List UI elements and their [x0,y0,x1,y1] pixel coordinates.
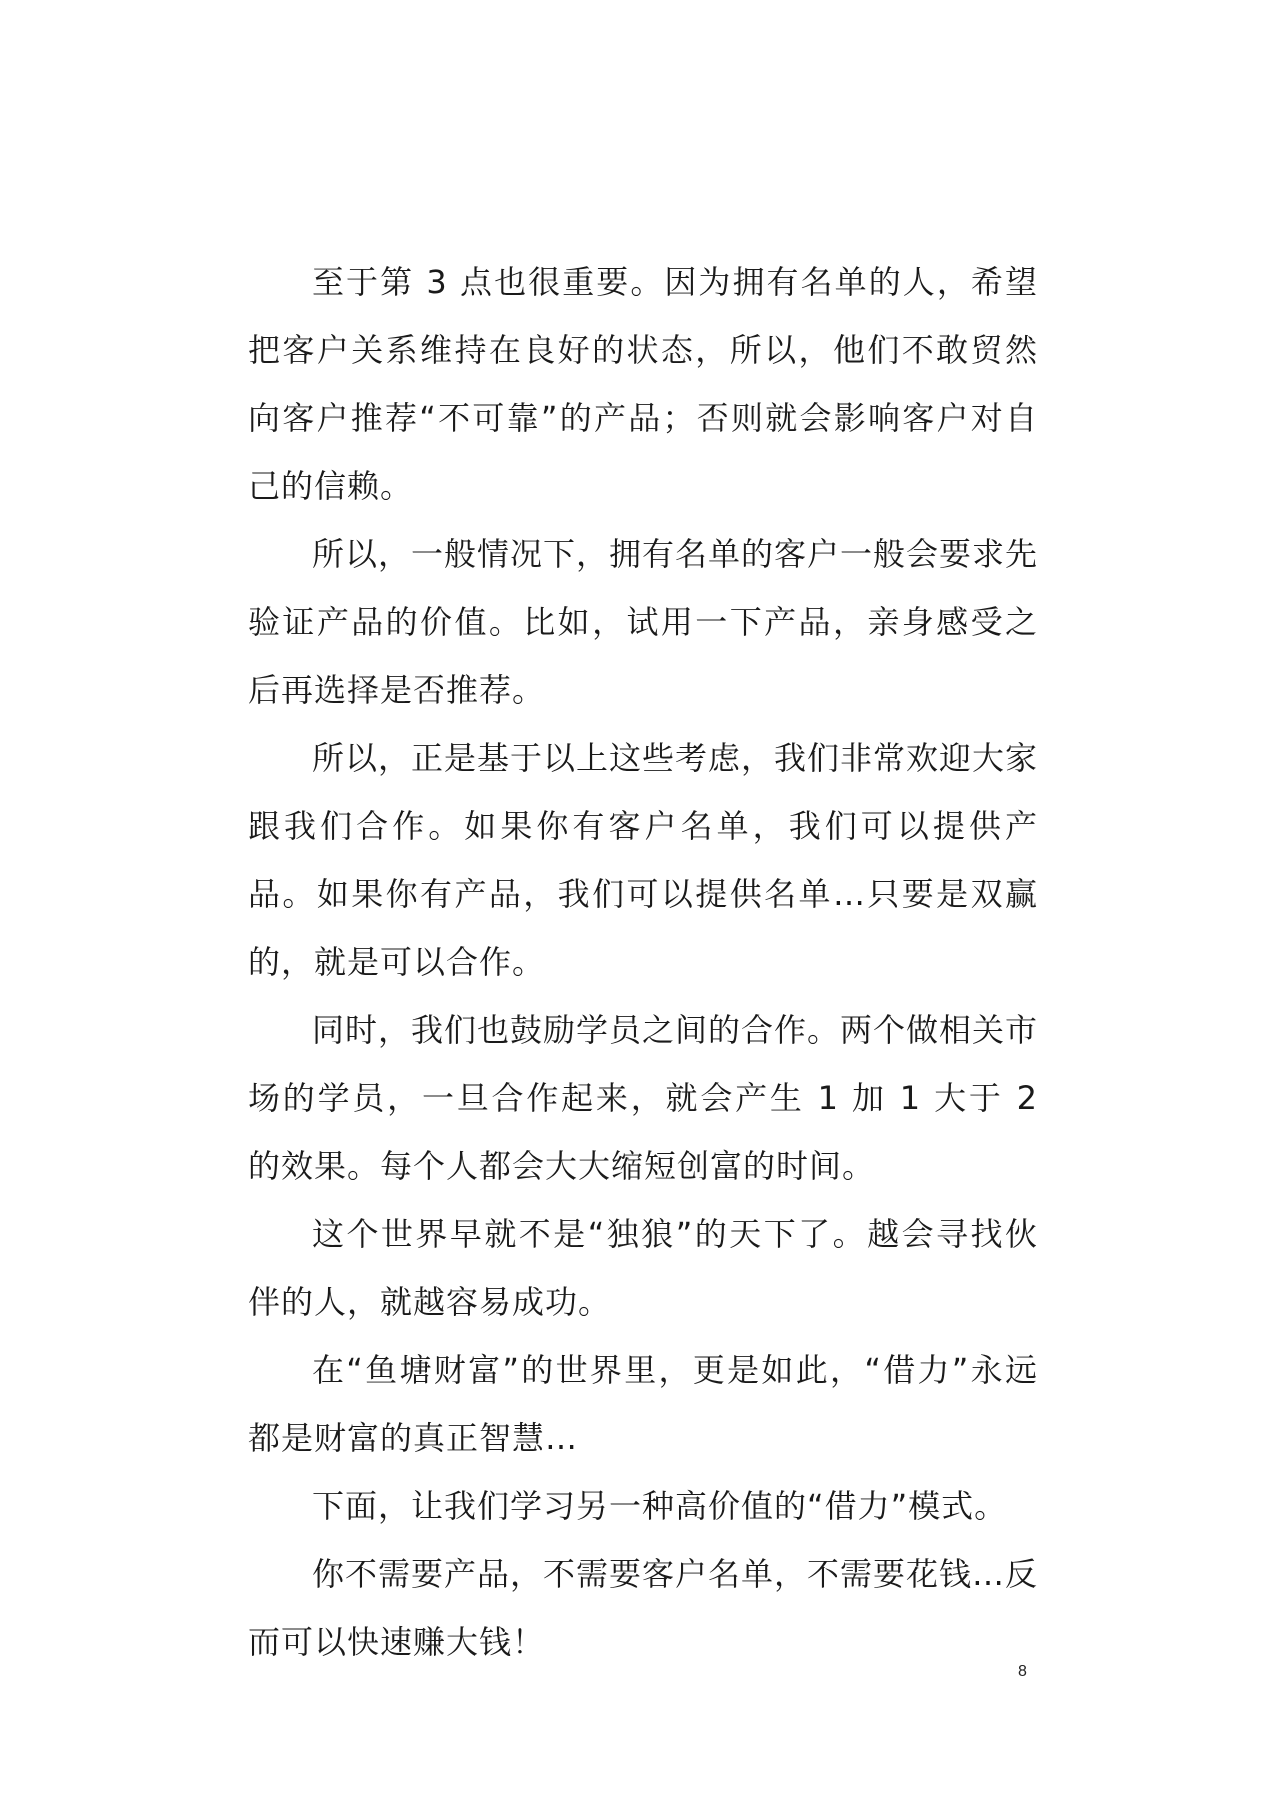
paragraph: 所以，正是基于以上这些考虑，我们非常欢迎大家跟我们合作。如果你有客户名单，我们可以提供产品。如果你有产品，我们可以提供名单…只要是双赢的，就是可以合作。 [248,739,1039,981]
page-number: 8 [1018,1663,1027,1680]
paragraph: 这个世界早就不是“独狼”的天下了。越会寻找伙伴的人，就越容易成功。 [248,1215,1038,1321]
paragraph: 在“鱼塘财富”的世界里，更是如此，“借力”永远都是财富的真正智慧… [248,1351,1038,1457]
paragraph: 至于第 3 点也很重要。因为拥有名单的人，希望把客户关系维持在良好的状态，所以，他们不敢贸然向客户推荐“不可靠”的产品；否则就会影响客户对自己的信赖。 [248,263,1038,505]
paragraph: 下面，让我们学习另一种高价值的“借力”模式。 [312,1487,1008,1525]
paragraph: 同时，我们也鼓励学员之间的合作。两个做相关市场的学员，一旦合作起来，就会产生 1 加 1 大于 2 的效果。每个人都会大大缩短创富的时间。 [248,1011,1039,1185]
body-text [248,248,1038,1676]
paragraph: 你不需要产品，不需要客户名单，不需要花钱…反而可以快速赚大钱！ [248,1555,1039,1661]
paragraph: 所以，一般情况下，拥有名单的客户一般会要求先验证产品的价值。比如，试用一下产品，亲身感受之后再选择是否推荐。 [248,535,1039,709]
